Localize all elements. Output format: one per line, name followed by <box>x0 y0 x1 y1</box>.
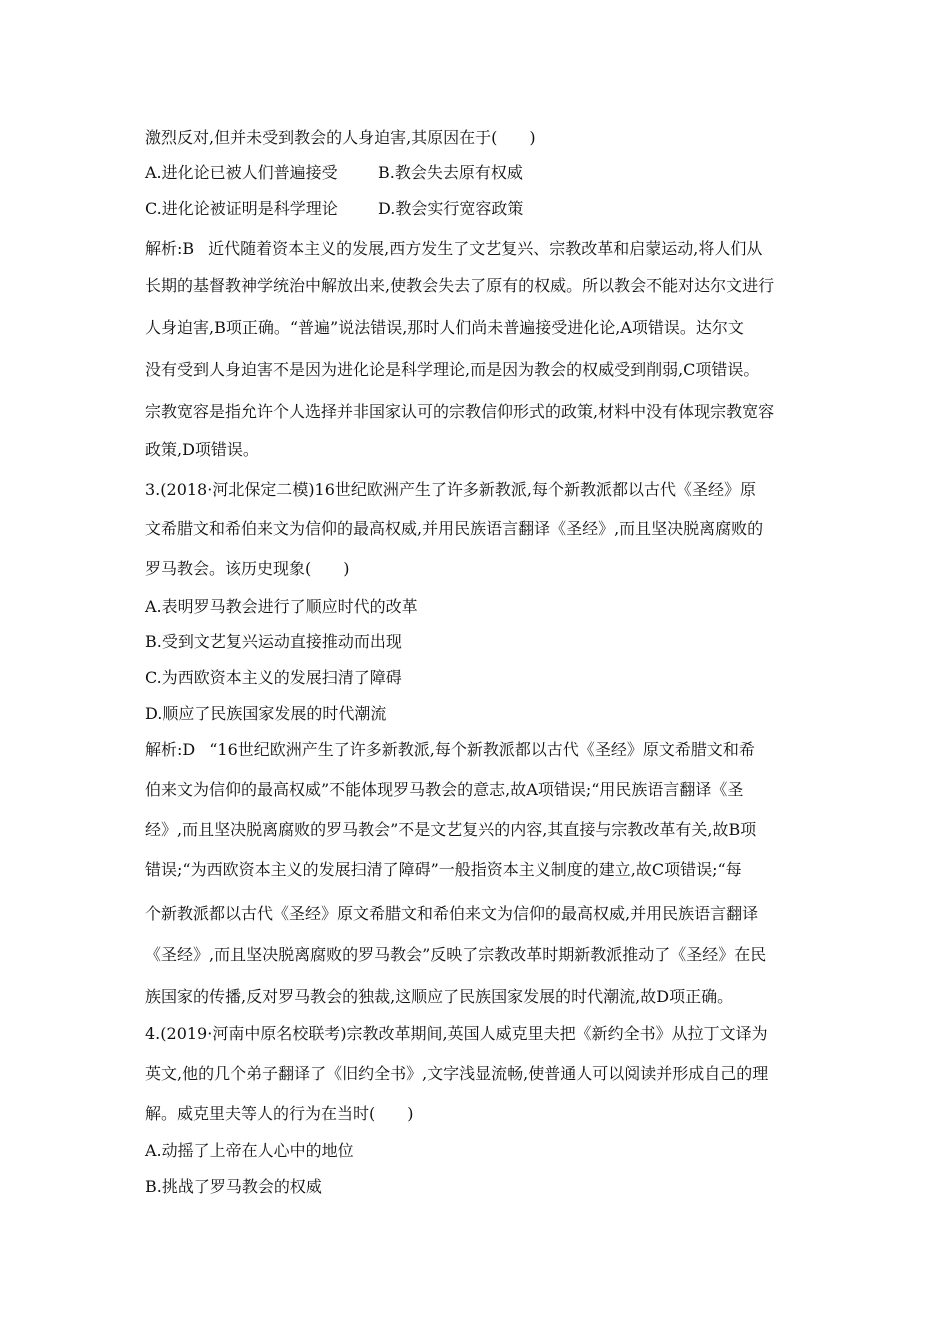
q3-analysis-line: 族国家的传播,反对罗马教会的独裁,这顺应了民族国家发展的时代潮流,故D项正确。 <box>145 987 734 1006</box>
q3-stem-line: 罗马教会。该历史现象( ) <box>145 559 350 578</box>
q4-option-a: A.动摇了上帝在人心中的地位 <box>145 1141 354 1160</box>
q3-stem-line: 文希腊文和希伯来文为信仰的最高权威,并用民族语言翻译《圣经》,而且坚决脱离腐败的 <box>145 519 764 538</box>
q2-option-b: B.教会失去原有权威 <box>378 163 523 182</box>
q2-analysis-line: 长期的基督教神学统治中解放出来,使教会失去了原有的权威。所以教会不能对达尔文进行 <box>145 276 775 295</box>
q4-option-b: B.挑战了罗马教会的权威 <box>145 1177 322 1196</box>
q2-option-a: A.进化论已被人们普遍接受 <box>145 163 338 182</box>
q3-option-b: B.受到文艺复兴运动直接推动而出现 <box>145 632 402 651</box>
q2-options-row-2 <box>145 199 810 219</box>
q3-option-c: C.为西欧资本主义的发展扫清了障碍 <box>145 668 402 687</box>
q2-analysis-line: 宗教宽容是指允许个人选择并非国家认可的宗教信仰形式的政策,材料中没有体现宗教宽容 <box>145 402 775 421</box>
q2-options-row-1 <box>145 163 810 183</box>
q2-option-c: C.进化论被证明是科学理论 <box>145 199 338 218</box>
q4-stem-line: 4.(2019·河南中原名校联考)宗教改革期间,英国人威克里夫把《新约全书》从拉丁文译为 <box>145 1024 768 1043</box>
q3-option-a: A.表明罗马教会进行了顺应时代的改革 <box>145 597 418 616</box>
q2-analysis-label: 解析:B <box>145 239 195 258</box>
q2-stem-end: 激烈反对,但并未受到教会的人身迫害,其原因在于( ) <box>145 128 536 147</box>
q3-analysis-line: 解析:D “16世纪欧洲产生了许多新教派,每个新教派都以古代《圣经》原文希腊文和希 <box>145 740 755 759</box>
q3-analysis-line: 经》,而且坚决脱离腐败的罗马教会”不是文艺复兴的内容,其直接与宗教改革有关,故B项 <box>145 820 757 839</box>
q3-stem-line: 3.(2018·河北保定二模)16世纪欧洲产生了许多新教派,每个新教派都以古代《圣经》原 <box>145 480 757 499</box>
q3-option-d: D.顺应了民族国家发展的时代潮流 <box>145 704 387 723</box>
q3-analysis-line: 《圣经》,而且坚决脱离腐败的罗马教会”反映了宗教改革时期新教派推动了《圣经》在民 <box>145 945 767 964</box>
q2-analysis-line: 解析:B 近代随着资本主义的发展,西方发生了文艺复兴、宗教改革和启蒙运动,将人们从 <box>145 239 763 258</box>
q4-stem-line: 英文,他的几个弟子翻译了《旧约全书》,文字浅显流畅,使普通人可以阅读并形成自己的理 <box>145 1064 769 1083</box>
q3-analysis-line: 个新教派都以古代《圣经》原文希腊文和希伯来文为信仰的最高权威,并用民族语言翻译 <box>145 904 759 923</box>
q3-analysis-label: 解析:D <box>145 740 196 759</box>
q2-option-d: D.教会实行宽容政策 <box>378 199 524 218</box>
q2-analysis-line: 政策,D项错误。 <box>145 440 259 459</box>
q2-analysis-line: 人身迫害,B项正确。“普遍”说法错误,那时人们尚未普遍接受进化论,A项错误。达尔文 <box>145 318 744 337</box>
q3-analysis-line: 错误;“为西欧资本主义的发展扫清了障碍”一般指资本主义制度的建立,故C项错误;“每 <box>145 860 742 879</box>
q4-stem-line: 解。威克里夫等人的行为在当时( ) <box>145 1104 414 1123</box>
q2-analysis-line: 没有受到人身迫害不是因为进化论是科学理论,而是因为教会的权威受到削弱,C项错误。 <box>145 360 760 379</box>
q3-analysis-line: 伯来文为信仰的最高权威”不能体现罗马教会的意志,故A项错误;“用民族语言翻译《圣 <box>145 780 744 799</box>
